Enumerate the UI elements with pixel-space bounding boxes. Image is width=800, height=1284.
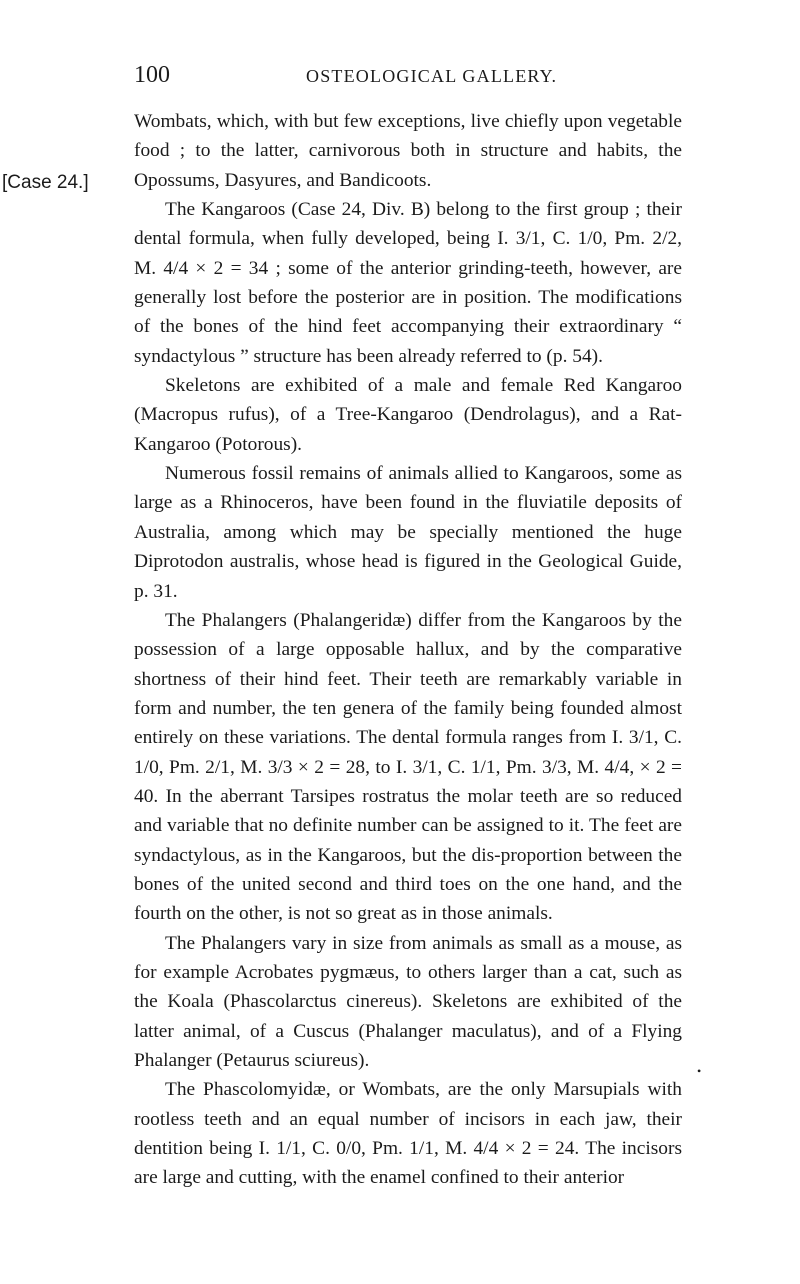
paragraph-fossil-remains: Numerous fossil remains of animals allied to Kangaroos, some as large as a Rhinoceros, have been found in the fluviatile deposits of Australia, among which may be specially mentioned the huge Diprotodon australis, whose head is figured in the Geological Guide, p. 31. [134, 463, 682, 602]
paragraph-wombats: The Phascolomyidæ, or Wombats, are the only Marsupials with rootless teeth and an equal number of incisors in each jaw, their dentition being I. 1/1, C. 0/0, Pm. 1/1, M. 4/4 × 2 = 24. The incisors are large and cutting, with the enamel confined to their anterior [134, 1079, 682, 1189]
margin-note-case: [Case 24.] [2, 172, 89, 193]
paragraph-wombats-intro: Wombats, which, with but few exceptions, live chiefly upon vegetable food ; to the latter, carnivorous both in structure and habits, the Opossums, Dasyures, and Bandicoots. [134, 111, 682, 191]
running-title: OSTEOLOGICAL GALLERY. [306, 66, 558, 86]
page-header [0, 62, 800, 92]
paragraph-phalanger-sizes: The Phalangers vary in size from animals as small as a mouse, as for example Acrobates pygmæus, to others larger than a cat, such as the Koala (Phascolarctus cinereus). Skeletons are exhibited of the latter animal, of a Cuscus (Phalanger maculatus), and of a Flying Phalanger (Petaurus sciureus). [134, 932, 682, 1071]
body-text [134, 107, 682, 1193]
margin-dot: • [697, 1064, 702, 1078]
paragraph-phalangers: The Phalangers (Phalangeridæ) differ from the Kangaroos by the possession of a large opposable hallux, and by the comparative shortness of their hind feet. Their teeth are remarkably variable in form and number, the ten genera of the family being founded almost entirely on these variations. The dental formula ranges from I. 3/1, C. 1/0, Pm. 2/1, M. 3/3 × 2 = 28, to I. 3/1, C. 1/1, Pm. 3/3, M. 4/4, × 2 = 40. In the aberrant Tarsipes rostratus the molar teeth are so reduced and variable that no definite number can be assigned to it. The feet are syndactylous, as in the Kangaroos, but the dis-proportion between the bones of the united second and third toes on the one hand, and the fourth on the other, is not so great as in those animals. [134, 609, 682, 925]
page-number: 100 [134, 62, 170, 88]
paragraph-kangaroo-skeletons: Skeletons are exhibited of a male and female Red Kangaroo (Macropus rufus), of a Tree-Kangaroo (Dendrolagus), and a Rat-Kangaroo (Potorous). [134, 375, 682, 455]
paragraph-kangaroos: The Kangaroos (Case 24, Div. B) belong to the first group ; their dental formula, when fully developed, being I. 3/1, C. 1/0, Pm. 2/2, M. 4/4 × 2 = 34 ; some of the anterior grinding-teeth, however, are generally lost before the posterior are in position. The modifications of the bones of the hind feet accompanying their extraordinary “ syndactylous ” structure has been already referred to (p. 54). [134, 199, 682, 367]
